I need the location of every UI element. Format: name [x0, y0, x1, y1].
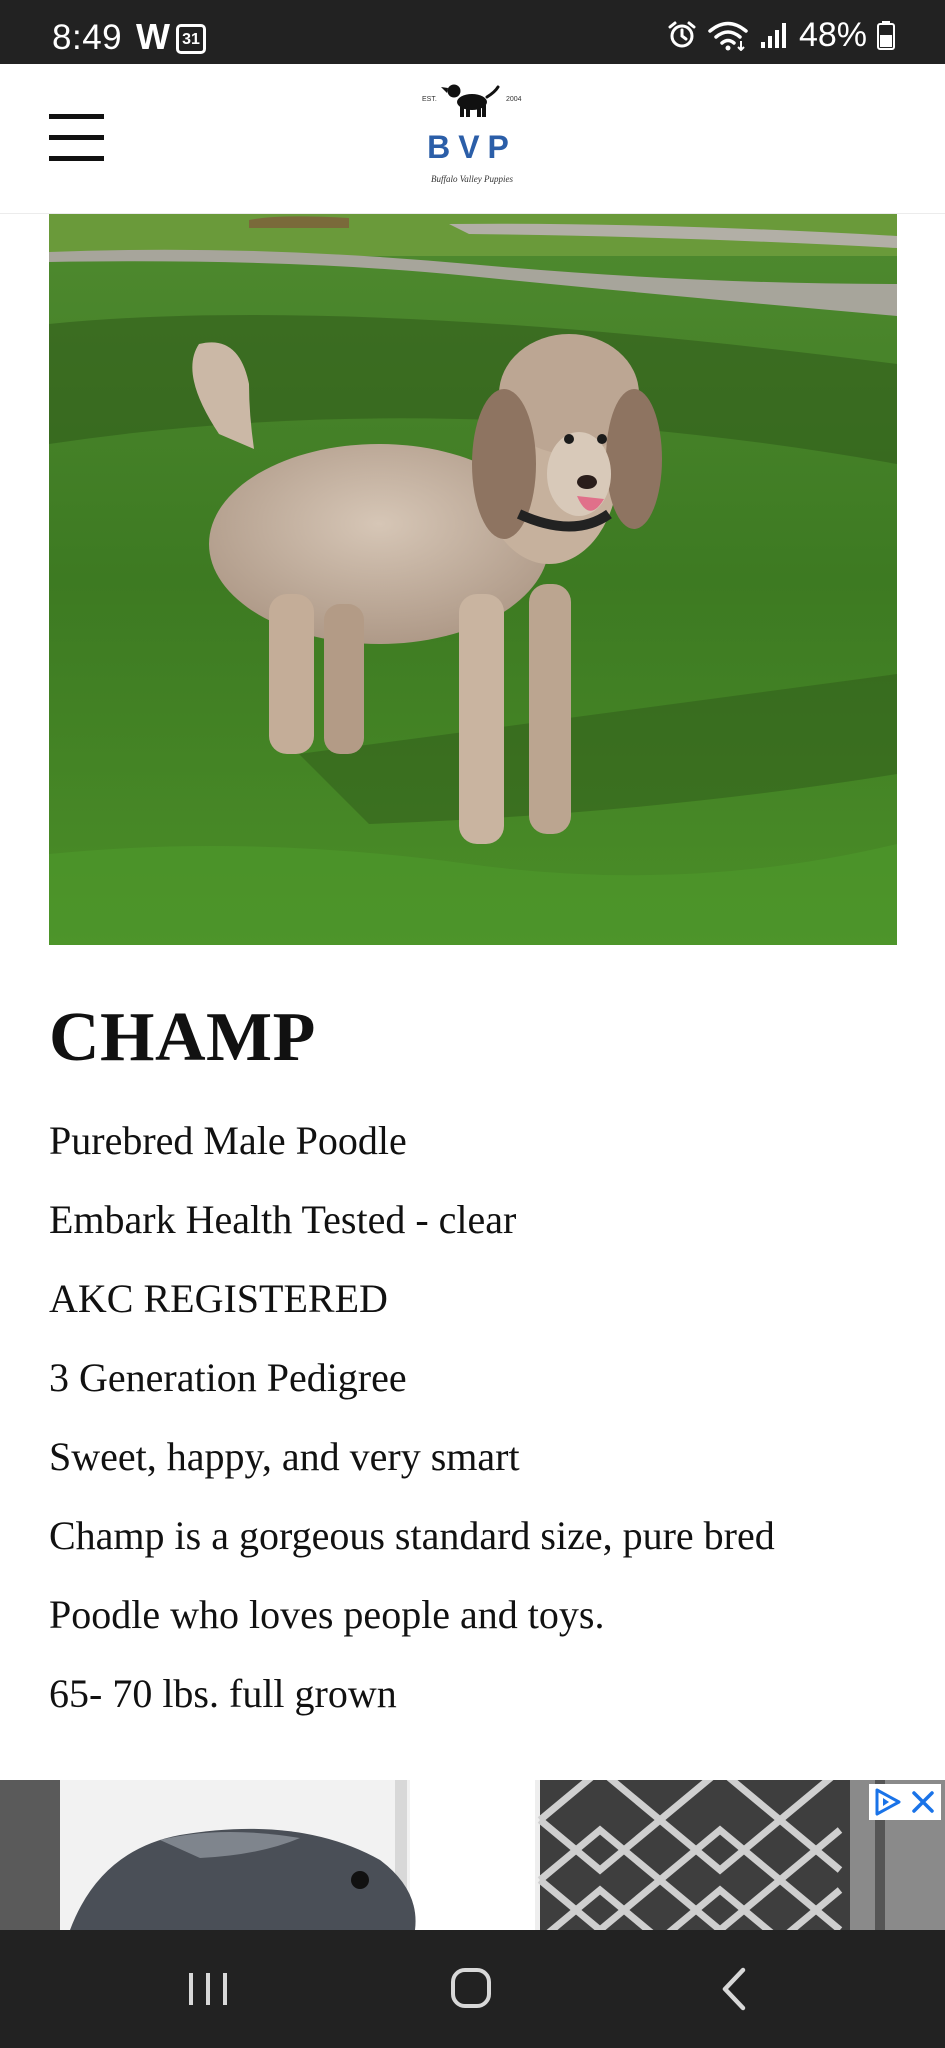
site-header [0, 64, 945, 214]
recent-apps-icon[interactable] [178, 1964, 238, 2014]
adchoices-icon[interactable] [869, 1784, 905, 1820]
dog-silhouette-icon [441, 85, 498, 118]
logo-est: EST. [422, 96, 437, 103]
dog-feature-list [49, 1109, 775, 1741]
logo-year: 2004 [506, 96, 522, 103]
hamburger-menu-icon[interactable] [49, 114, 104, 162]
feature-health-test: Embark Health Tested - clear [49, 1197, 517, 1242]
feature-breed: Purebred Male Poodle [49, 1118, 407, 1163]
ad-image[interactable] [0, 1780, 945, 1930]
back-icon[interactable] [705, 1964, 765, 2014]
status-bar [0, 0, 945, 64]
ad-banner[interactable] [0, 1780, 945, 1930]
signal-icon [759, 20, 789, 50]
ad-controls [869, 1784, 941, 1820]
logo-initials: BVP [427, 129, 517, 165]
site-logo[interactable] [410, 78, 535, 202]
calendar-icon: 31 [176, 24, 206, 54]
feature-temperament: Sweet, happy, and very smart [49, 1434, 520, 1479]
feature-description-line-2: Poodle who loves people and toys. [49, 1592, 605, 1637]
status-icons [667, 15, 895, 54]
battery-icon [877, 20, 895, 50]
wifi-icon [707, 19, 749, 51]
logo-tagline: Buffalo Valley Puppies [431, 174, 513, 184]
feature-pedigree: 3 Generation Pedigree [49, 1355, 407, 1400]
close-ad-icon[interactable] [905, 1784, 941, 1820]
home-icon[interactable] [441, 1964, 501, 2014]
hero-dog-photo [49, 214, 897, 945]
alarm-icon [667, 20, 697, 50]
feature-registration: AKC REGISTERED [49, 1276, 388, 1321]
battery-percent: 48% [798, 15, 867, 54]
carrier-w-icon: W [136, 16, 170, 57]
status-time: 8:49 [52, 18, 123, 57]
system-nav-bar [0, 1930, 945, 2048]
feature-weight: 65- 70 lbs. full grown [49, 1671, 397, 1716]
feature-description-line-1: Champ is a gorgeous standard size, pure bred [49, 1513, 775, 1558]
dog-name-heading: CHAMP [49, 999, 316, 1076]
